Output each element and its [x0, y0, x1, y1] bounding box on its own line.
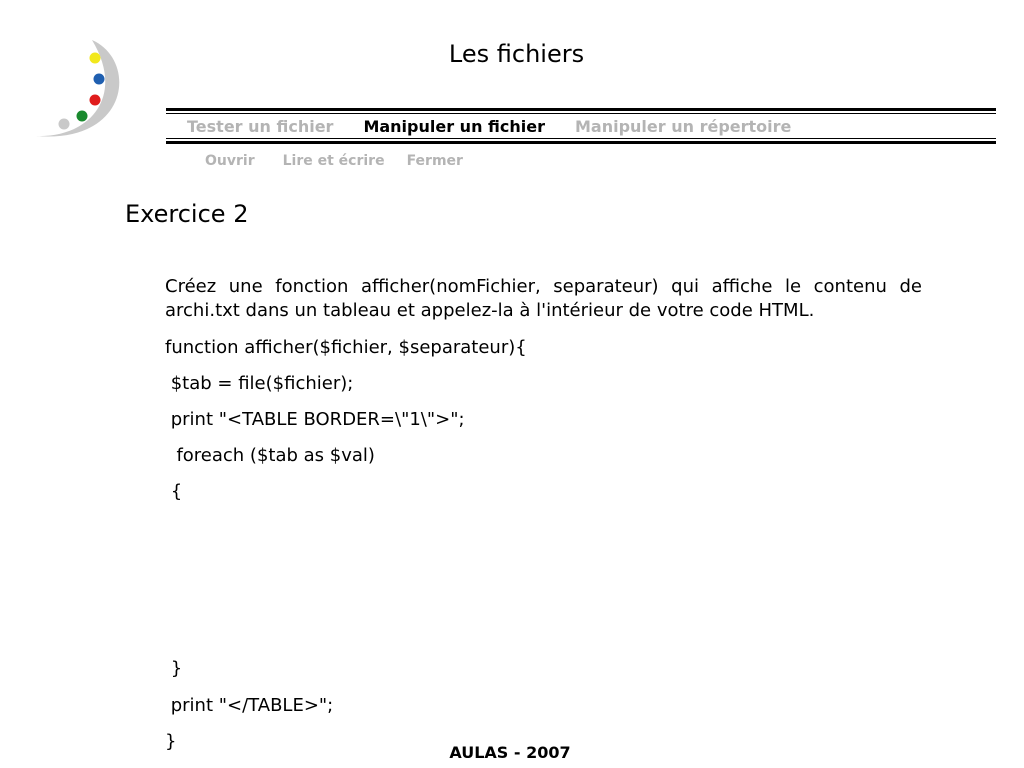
main-nav-tabs [187, 117, 791, 137]
nav-top-divider [166, 108, 996, 114]
nav-bottom-divider [166, 138, 996, 144]
tab-manipuler-un-repertoire[interactable]: Manipuler un répertoire [574, 117, 792, 136]
page-title: Les fichiers [448, 40, 585, 68]
code-line: function afficher($fichier, $separateur){ [165, 337, 527, 358]
code-line: { [165, 481, 183, 502]
code-line: $tab = file($fichier); [165, 373, 354, 394]
code-line: print "<TABLE BORDER=\"1\">"; [165, 409, 465, 430]
exercise-instructions: Créez une fonction afficher(nomFichier, separateur) qui affiche le contenu de archi.txt dans un tableau et appelez-la à l'intérieur de votre code HTML. [165, 276, 922, 321]
subtab-lire-et-ecrire[interactable]: Lire et écrire [282, 153, 385, 169]
code-line: foreach ($tab as $val) [165, 445, 375, 466]
code-line: } [165, 658, 183, 679]
footer-credit: AULAS - 2007 [449, 743, 571, 762]
sub-nav [205, 152, 463, 170]
code-line: } [165, 731, 177, 752]
tab-manipuler-un-fichier[interactable]: Manipuler un fichier [363, 117, 545, 136]
section-heading: Exercice 2 [125, 200, 249, 228]
subtab-fermer[interactable]: Fermer [406, 153, 463, 169]
code-line: print "</TABLE>"; [165, 695, 334, 716]
tab-tester-un-fichier[interactable]: Tester un fichier [187, 117, 334, 136]
subtab-ouvrir[interactable]: Ouvrir [205, 153, 255, 169]
